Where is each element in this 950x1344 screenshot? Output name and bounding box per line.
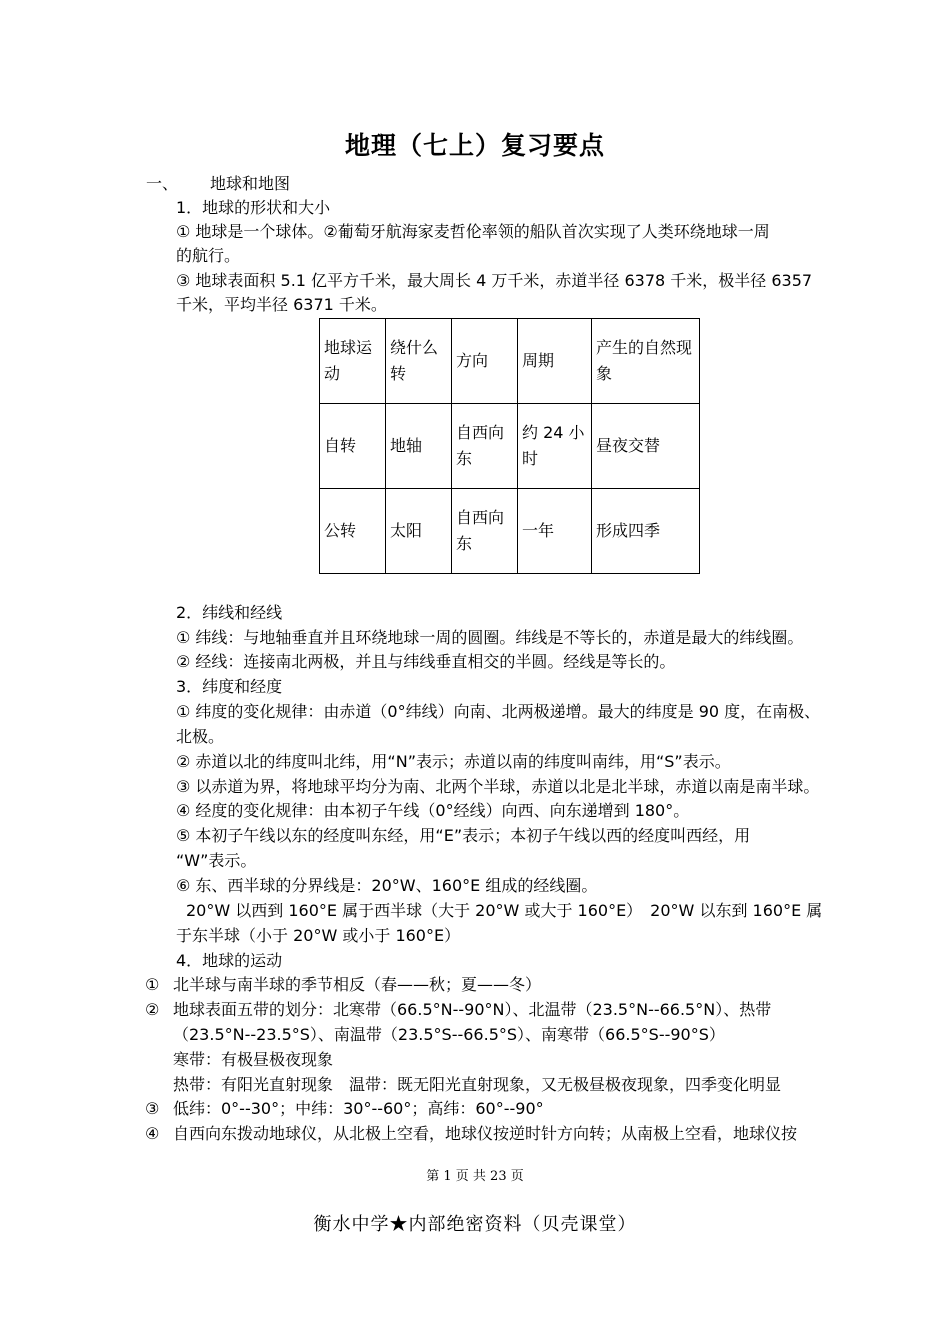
page-title: 地理（七上）复习要点 (344, 131, 605, 160)
list-item: 自西向东拨动地球仪，从北极上空看，地球仪按逆时针方向转；从南极上空看，地球仪按 (173, 1124, 798, 1143)
table-cell: 自西向东 (452, 404, 518, 489)
table-row (320, 489, 700, 574)
paragraph-line: 20°W 以西到 160°E 属于西半球（大于 20°W 或大于 160°E） 20°W 以东到 160°E 属 (186, 901, 823, 920)
table-header-row (320, 319, 700, 404)
paragraph-line: 千米，平均半径 6371 千米。 (176, 295, 387, 314)
table-row (320, 404, 700, 489)
table-header-cell: 地球运动 (320, 319, 386, 404)
table-cell: 约 24 小时 (518, 404, 592, 489)
table-cell: 一年 (518, 489, 592, 574)
section-number: 一、 (146, 174, 179, 193)
list-item-continued: （23.5°N--23.5°S）、南温带（23.5°S--66.5°S）、南寒带（66.5°S--90°S） (173, 1025, 725, 1044)
subheading-coordinates: 3．纬度和经度 (176, 677, 283, 696)
earth-motion-table (319, 318, 700, 574)
paragraph-line: ③ 地球表面积 5.1 亿平方千米，最大周长 4 万千米，赤道半径 6378 千米，极半径 6357 (176, 271, 813, 290)
paragraph-line: “W”表示。 (176, 851, 257, 870)
table-cell: 形成四季 (592, 489, 700, 574)
paragraph-line: ② 经线：连接南北两极，并且与纬线垂直相交的半圆。经线是等长的。 (176, 652, 676, 671)
paragraph-line: ① 纬度的变化规律：由赤道（0°纬线）向南、北两极递增。最大的纬度是 90 度，在南极、 (176, 702, 821, 721)
paragraph-line: 的航行。 (176, 246, 241, 265)
table-cell: 昼夜交替 (592, 404, 700, 489)
list-item-continued: 热带：有阳光直射现象 温带：既无阳光直射现象，又无极昼极夜现象，四季变化明显 (173, 1075, 782, 1094)
list-item: 地球表面五带的划分：北寒带（66.5°N--90°N）、北温带（23.5°N--66.5°N）、热带 (173, 1000, 772, 1019)
table-cell: 自西向东 (452, 489, 518, 574)
table-header-cell: 方向 (452, 319, 518, 404)
paragraph-line: ⑥ 东、西半球的分界线是：20°W、160°E 组成的经线圈。 (176, 876, 598, 895)
list-marker: ① (145, 975, 160, 994)
table-header-cell: 产生的自然现象 (592, 319, 700, 404)
list-item: 北半球与南半球的季节相反（春——秋；夏——冬） (173, 975, 542, 994)
paragraph-line: ① 地球是一个球体。②葡萄牙航海家麦哲伦率领的船队首次实现了人类环绕地球一周 (176, 222, 770, 241)
subheading-motion: 4．地球的运动 (176, 951, 283, 970)
list-marker: ③ (145, 1099, 160, 1118)
paragraph-line: ③ 以赤道为界，将地球平均分为南、北两个半球，赤道以北是北半球，赤道以南是南半球。 (176, 777, 820, 796)
paragraph-line: ⑤ 本初子午线以东的经度叫东经，用“E”表示；本初子午线以西的经度叫西经，用 (176, 826, 751, 845)
table-header-cell: 绕什么转 (386, 319, 452, 404)
list-marker: ④ (145, 1124, 160, 1143)
page-number: 第 1 页 共 23 页 (426, 1169, 524, 1184)
table-cell: 公转 (320, 489, 386, 574)
table-cell: 地轴 (386, 404, 452, 489)
paragraph-line: 于东半球（小于 20°W 或小于 160°E） (176, 926, 461, 945)
list-item: 低纬：0°--30°；中纬：30°--60°；高纬：60°--90° (173, 1099, 544, 1118)
table-header-cell: 周期 (518, 319, 592, 404)
paragraph-line: 北极。 (176, 727, 225, 746)
table-cell: 自转 (320, 404, 386, 489)
footer-watermark: 衡水中学★内部绝密资料（贝壳课堂） (313, 1214, 637, 1235)
paragraph-line: ② 赤道以北的纬度叫北纬，用“N”表示；赤道以南的纬度叫南纬，用“S”表示。 (176, 752, 731, 771)
paragraph-line: ① 纬线：与地轴垂直并且环绕地球一周的圆圈。纬线是不等长的，赤道是最大的纬线圈。 (176, 628, 804, 647)
subheading-shape: 1．地球的形状和大小 (176, 198, 331, 217)
paragraph-line: ④ 经度的变化规律：由本初子午线（0°经线）向西、向东递增到 180°。 (176, 801, 690, 820)
section-title: 地球和地图 (210, 174, 291, 193)
list-item-continued: 寒带：有极昼极夜现象 (173, 1050, 334, 1069)
subheading-lines: 2．纬线和经线 (176, 603, 283, 622)
list-marker: ② (145, 1000, 160, 1019)
table-cell: 太阳 (386, 489, 452, 574)
